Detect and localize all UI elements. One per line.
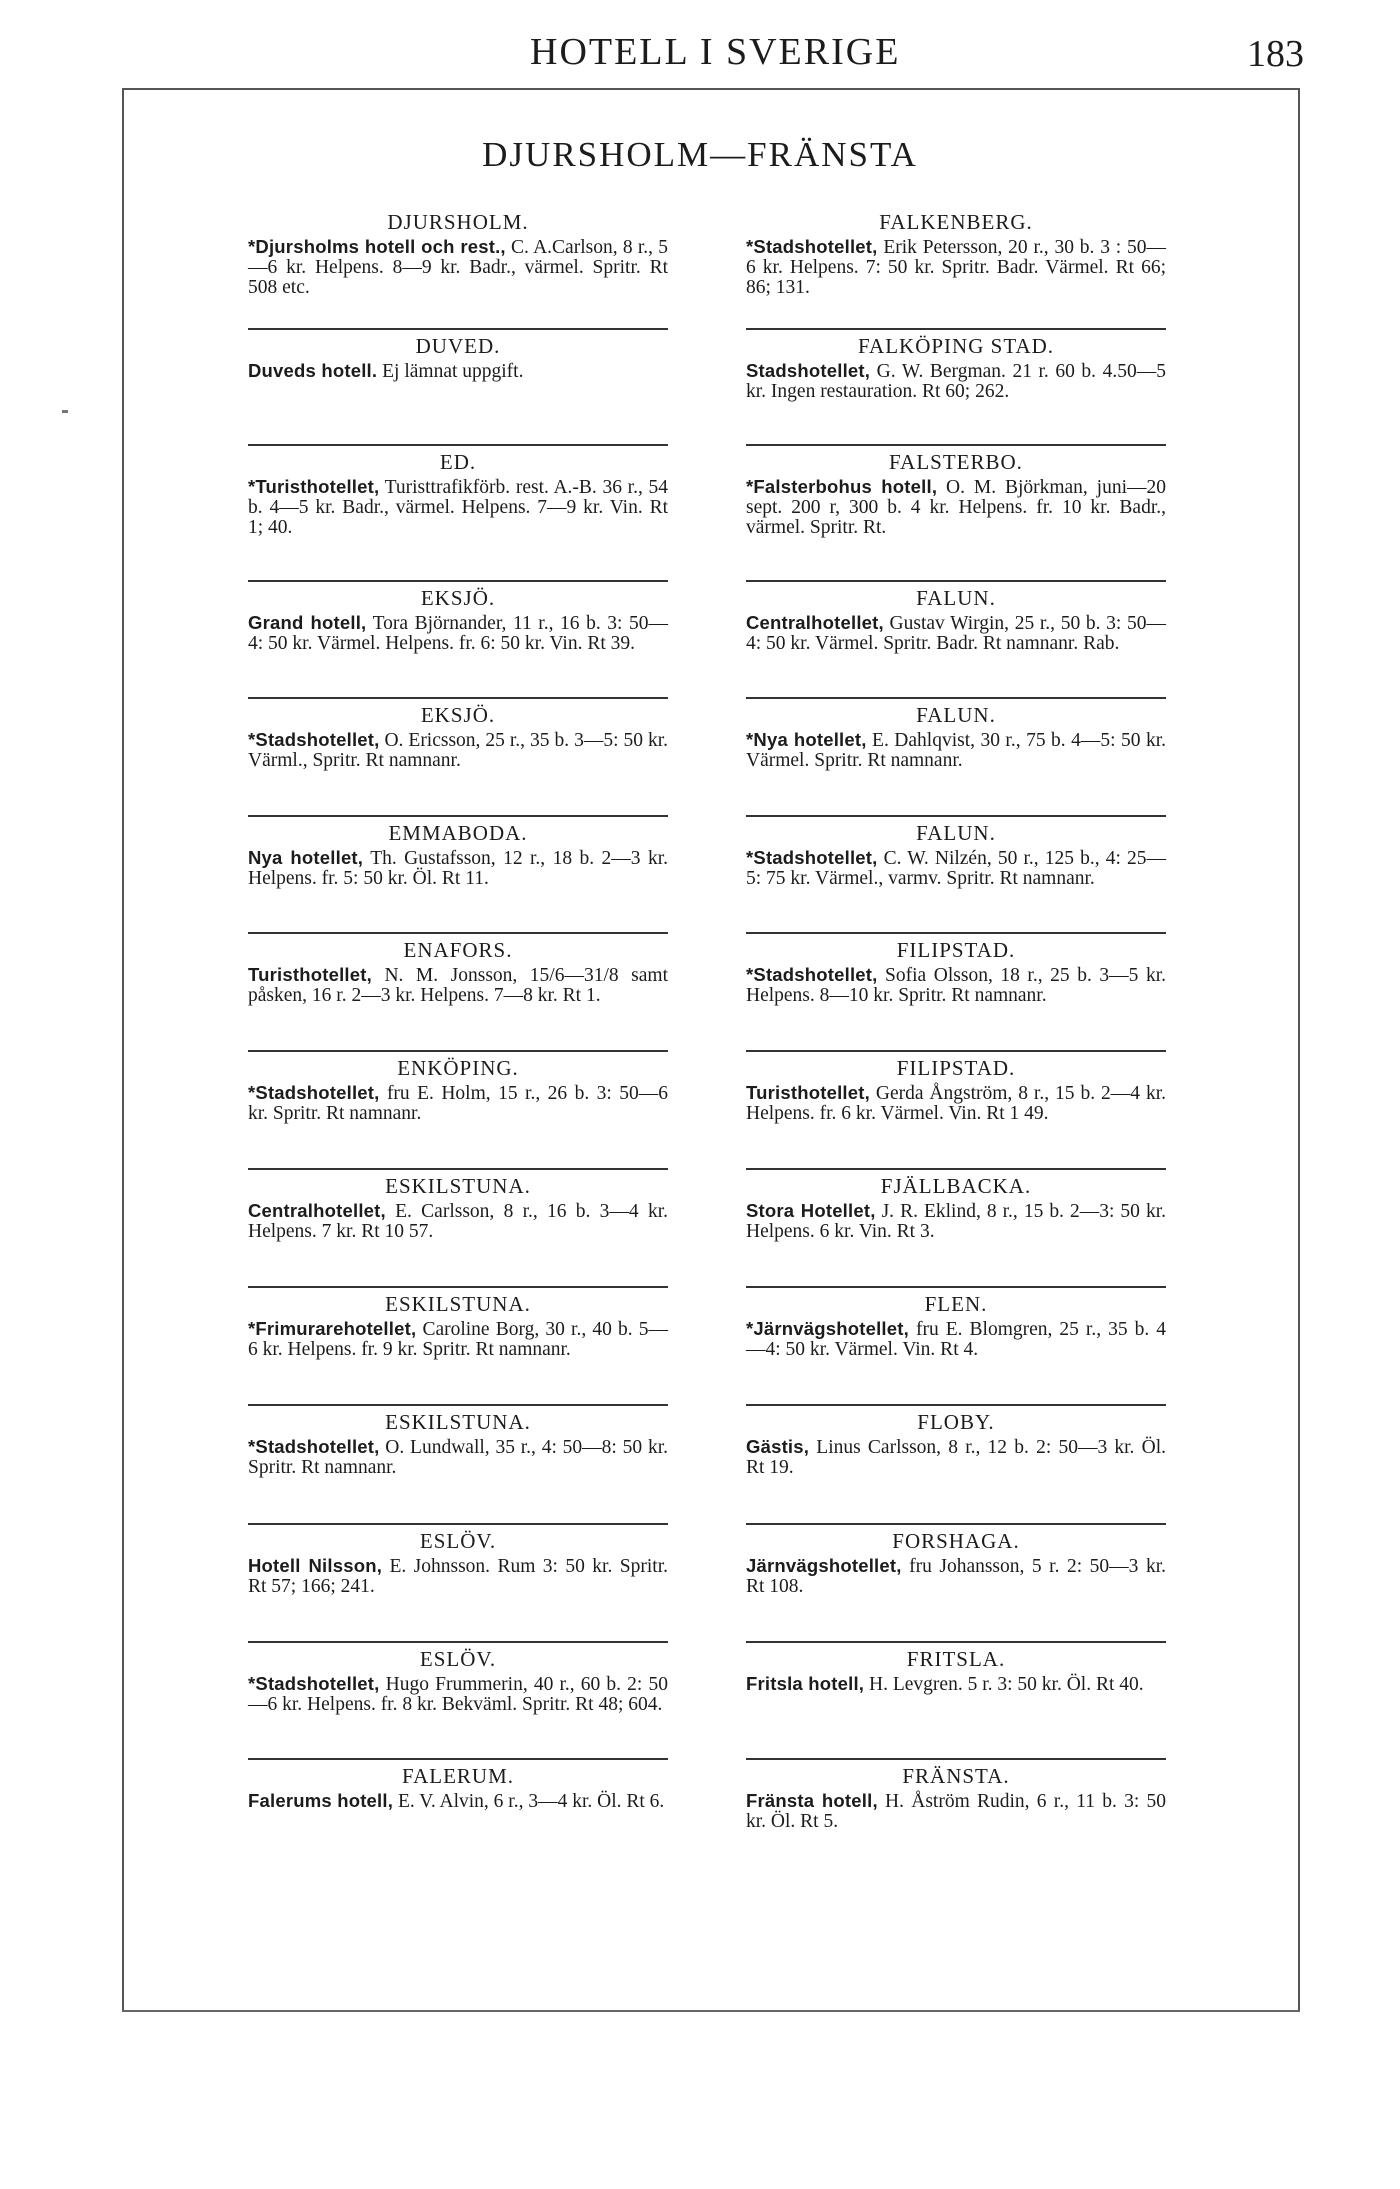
- entry-body: [746, 1083, 1166, 1124]
- entry-text: Caroline Borg, 30 r., 40 b. 5—6 kr. Helpens. fr. 9 kr. Spritr. Rt namnanr.: [248, 1319, 668, 1360]
- left-column: [248, 206, 668, 1850]
- entry-text: Tora Björnander, 11 r., 16 b. 3: 50—4: 50 kr. Värmel. Helpens. fr. 6: 50 kr. Vin. Rt 39.: [248, 613, 668, 654]
- hotel-name: *Stadshotellet,: [248, 1436, 380, 1457]
- entry-falun-nya: [746, 699, 1166, 817]
- entry-place: FALKÖPING STAD.: [857, 334, 1055, 358]
- entry-place: FALSTERBO.: [889, 450, 1023, 474]
- entry-text: fru E. Blomgren, 25 r., 35 b. 4—4: 50 kr. Värmel. Vin. Rt 4.: [746, 1319, 1166, 1360]
- entry-text: Th. Gustafsson, 12 r., 18 b. 2—3 kr. Helpens. fr. 5: 50 kr. Öl. Rt 11.: [248, 848, 668, 889]
- running-title: HOTELL I SVERIGE: [530, 31, 901, 73]
- entry-text: O. M. Björkman, juni—20 sept. 200 r, 300 b. 4 kr. Helpens. fr. 10 kr. Badr., värmel. Spritr. Rt.: [746, 477, 1167, 538]
- entry-filipstad-turist: [746, 1052, 1166, 1170]
- entry-text: E. Johnsson. Rum 3: 50 kr. Spritr. Rt 57; 166; 241.: [248, 1556, 668, 1597]
- entry-fritsla: [746, 1643, 1166, 1760]
- hotel-name: Järnvägshotellet,: [746, 1555, 902, 1576]
- entry-place: ESLÖV.: [419, 1529, 497, 1553]
- entry-body: [746, 1556, 1166, 1597]
- hotel-name: *Falsterbohus hotell,: [746, 476, 938, 497]
- entry-body: [746, 1674, 1166, 1695]
- entry-text: C. A.Carlson, 8 r., 5—6 kr. Helpens. 8—9 kr. Badr., värmel. Spritr. Rt 508 etc.: [248, 237, 669, 298]
- hotel-name: *Stadshotellet,: [746, 964, 878, 985]
- entry-place: FILIPSTAD.: [896, 1056, 1016, 1080]
- entry-body: [248, 730, 668, 771]
- entry-text: O. Lundwall, 35 r., 4: 50—8: 50 kr. Spritr. Rt namnanr.: [248, 1437, 668, 1478]
- entry-place: DJURSHOLM.: [387, 210, 529, 234]
- entry-place: EMMABODA.: [388, 821, 528, 845]
- entry-text: C. W. Nilzén, 50 r., 125 b., 4: 25—5: 75 kr. Värmel., varmv. Spritr. Rt namnanr.: [746, 848, 1166, 889]
- section-title: DJURSHOLM—FRÄNSTA: [482, 135, 918, 174]
- entry-place: FALKENBERG.: [879, 210, 1033, 234]
- entry-eskilstuna-stads: [248, 1406, 668, 1525]
- entry-body: [746, 1791, 1166, 1832]
- entry-text: Gustav Wirgin, 25 r., 50 b. 3: 50—4: 50 kr. Värmel. Spritr. Badr. Rt namnanr. Rab.: [746, 613, 1166, 654]
- entry-text: Turisttrafikförb. rest. A.-B. 36 r., 54 b. 4—5 kr. Badr., värmel. Helpens. 7—9 kr. Vin. Rt 1; 40.: [248, 477, 668, 538]
- entry-body: [248, 848, 668, 889]
- entry-text: E. Dahlqvist, 30 r., 75 b. 4—5: 50 kr. Värmel. Spritr. Rt namnanr.: [746, 730, 1166, 771]
- hotel-name: *Järnvägshotellet,: [746, 1318, 909, 1339]
- entry-falerum: [248, 1760, 668, 1850]
- frame-bottom-rule: [122, 2010, 1300, 2012]
- entry-body: [248, 1674, 668, 1715]
- entry-fjallbacka: [746, 1170, 1166, 1288]
- entry-flen: [746, 1288, 1166, 1406]
- entry-duved: [248, 330, 668, 446]
- entry-text: Ej lämnat uppgift.: [377, 361, 524, 382]
- hotel-name: Fritsla hotell,: [746, 1673, 865, 1694]
- entry-eksjo-stads: [248, 699, 668, 817]
- entry-text: Hugo Frummerin, 40 r., 60 b. 2: 50—6 kr. Helpens. fr. 8 kr. Bekväml. Spritr. Rt 48; 604.: [248, 1674, 668, 1715]
- entry-falkoping: [746, 330, 1166, 446]
- entry-body: [746, 848, 1166, 889]
- entry-body: [746, 730, 1166, 771]
- print-mark: [62, 410, 68, 413]
- entry-text: O. Ericsson, 25 r., 35 b. 3—5: 50 kr. Värml., Spritr. Rt namnanr.: [248, 730, 668, 771]
- entry-place: FLEN.: [924, 1292, 988, 1316]
- entry-place: ESKILSTUNA.: [385, 1410, 531, 1434]
- entry-body: [746, 361, 1166, 402]
- entry-text: G. W. Bergman. 21 r. 60 b. 4.50—5 kr. Ingen restauration. Rt 60; 262.: [746, 361, 1166, 402]
- entry-body: [746, 1437, 1166, 1478]
- entry-place: FORSHAGA.: [892, 1529, 1020, 1553]
- entry-place: ESKILSTUNA.: [385, 1292, 531, 1316]
- entry-text: E. Carlsson, 8 r., 16 b. 3—4 kr. Helpens. 7 kr. Rt 10 57.: [248, 1201, 668, 1242]
- entry-body: [746, 237, 1166, 298]
- entry-eskilstuna-frimurare: [248, 1288, 668, 1406]
- entry-franstad: [746, 1760, 1166, 1850]
- hotel-name: *Stadshotellet,: [248, 1082, 380, 1103]
- entry-place: DUVED.: [415, 334, 501, 358]
- entry-filipstad-stads: [746, 934, 1166, 1052]
- entry-body: [746, 1319, 1166, 1360]
- entry-text: N. M. Jonsson, 15/6—31/8 samt påsken, 16 r. 2—3 kr. Helpens. 7—8 kr. Rt 1.: [248, 965, 668, 1006]
- entry-place: EKSJÖ.: [420, 703, 496, 727]
- entry-text: E. V. Alvin, 6 r., 3—4 kr. Öl. Rt 6.: [393, 1791, 665, 1812]
- entry-body: [248, 1201, 668, 1242]
- entry-body: [746, 1201, 1166, 1242]
- entry-body: [248, 477, 668, 538]
- entry-body: [248, 613, 668, 654]
- entry-text: fru Johansson, 5 r. 2: 50—3 kr. Rt 108.: [746, 1556, 1166, 1597]
- entry-falkenberg: [746, 206, 1166, 330]
- entry-place: FRITSLA.: [906, 1647, 1006, 1671]
- entry-body: [248, 1437, 668, 1478]
- entry-body: [248, 361, 668, 382]
- hotel-name: *Turisthotellet,: [248, 476, 380, 497]
- page-number: 183: [1247, 33, 1304, 75]
- entry-body: [248, 1083, 668, 1124]
- entry-place: FALUN.: [916, 821, 996, 845]
- entry-body: [746, 477, 1166, 538]
- entry-place: ENKÖPING.: [397, 1056, 519, 1080]
- entry-text: fru E. Holm, 15 r., 26 b. 3: 50—6 kr. Spritr. Rt namnanr.: [248, 1083, 668, 1124]
- entry-body: [248, 1791, 668, 1812]
- entry-eslov-stads: [248, 1643, 668, 1760]
- hotel-name: Stadshotellet,: [746, 360, 871, 381]
- entry-place: ENAFORS.: [403, 938, 513, 962]
- entry-enkoping: [248, 1052, 668, 1170]
- entry-body: [248, 237, 668, 298]
- entry-text: H. Åström Rudin, 6 r., 11 b. 3: 50 kr. Öl. Rt 5.: [746, 1791, 1166, 1832]
- hotel-name: Fränsta hotell,: [746, 1790, 878, 1811]
- entry-body: [248, 965, 668, 1006]
- hotel-name: Turisthotellet,: [746, 1082, 870, 1103]
- entry-emmaboda: [248, 817, 668, 934]
- entry-falsterbo: [746, 446, 1166, 582]
- hotel-name: Hotell Nilsson,: [248, 1555, 383, 1576]
- entry-eksjo-grand: [248, 582, 668, 699]
- entry-forshaga: [746, 1525, 1166, 1643]
- hotel-name: Centralhotellet,: [746, 612, 884, 633]
- hotel-name: Centralhotellet,: [248, 1200, 386, 1221]
- entry-place: FILIPSTAD.: [896, 938, 1016, 962]
- entry-body: [746, 965, 1166, 1006]
- hotel-name: *Stadshotellet,: [248, 1673, 380, 1694]
- entry-falun-central: [746, 582, 1166, 699]
- hotel-name: Falerums hotell,: [248, 1790, 394, 1811]
- entry-place: FALERUM.: [401, 1764, 515, 1788]
- hotel-name: *Nya hotellet,: [746, 729, 867, 750]
- hotel-name: *Frimurarehotellet,: [248, 1318, 417, 1339]
- entry-text: Erik Petersson, 20 r., 30 b. 3 : 50—6 kr. Helpens. 7: 50 kr. Spritr. Badr. Värmel. Rt 66; 86; 131.: [746, 237, 1166, 298]
- hotel-name: Stora Hotellet,: [746, 1200, 876, 1221]
- entry-place: ESKILSTUNA.: [385, 1174, 531, 1198]
- entry-place: ED.: [439, 450, 477, 474]
- entry-floby: [746, 1406, 1166, 1525]
- entry-text: Linus Carlsson, 8 r., 12 b. 2: 50—3 kr. Öl. Rt 19.: [746, 1437, 1166, 1478]
- entry-eskilstuna-central: [248, 1170, 668, 1288]
- hotel-name: Gästis,: [746, 1436, 810, 1457]
- entry-body: [746, 613, 1166, 654]
- hotel-name: Nya hotellet,: [248, 847, 364, 868]
- entry-place: EKSJÖ.: [420, 586, 496, 610]
- entry-enafors: [248, 934, 668, 1052]
- entry-body: [248, 1556, 668, 1597]
- entry-text: H. Levgren. 5 r. 3: 50 kr. Öl. Rt 40.: [864, 1674, 1144, 1695]
- entry-place: FLOBY.: [917, 1410, 995, 1434]
- entry-djursholm: [248, 206, 668, 330]
- entry-text: Sofia Olsson, 18 r., 25 b. 3—5 kr. Helpens. 8—10 kr. Spritr. Rt namnanr.: [746, 965, 1166, 1006]
- entry-falun-stads: [746, 817, 1166, 934]
- hotel-name: Grand hotell,: [248, 612, 367, 633]
- hotel-name: *Stadshotellet,: [746, 236, 878, 257]
- entry-text: Gerda Ångström, 8 r., 15 b. 2—4 kr. Helpens. fr. 6 kr. Värmel. Vin. Rt 1 49.: [746, 1083, 1166, 1124]
- right-column: [746, 206, 1166, 1850]
- running-head: [0, 30, 1400, 80]
- entry-place: FALUN.: [916, 703, 996, 727]
- hotel-name: *Stadshotellet,: [248, 729, 380, 750]
- entry-place: FRÄNSTA.: [902, 1764, 1010, 1788]
- hotel-name: Duveds hotell.: [248, 360, 378, 381]
- entry-place: FALUN.: [916, 586, 996, 610]
- hotel-name: *Djursholms hotell och rest.,: [248, 236, 506, 257]
- entry-place: ESLÖV.: [419, 1647, 497, 1671]
- hotel-name: *Stadshotellet,: [746, 847, 878, 868]
- entry-text: J. R. Eklind, 8 r., 15 b. 2—3: 50 kr. Helpens. 6 kr. Vin. Rt 3.: [746, 1201, 1166, 1242]
- entry-body: [248, 1319, 668, 1360]
- hotel-name: Turisthotellet,: [248, 964, 372, 985]
- entry-eslov-nilsson: [248, 1525, 668, 1643]
- entry-place: FJÄLLBACKA.: [880, 1174, 1032, 1198]
- entry-ed: [248, 446, 668, 582]
